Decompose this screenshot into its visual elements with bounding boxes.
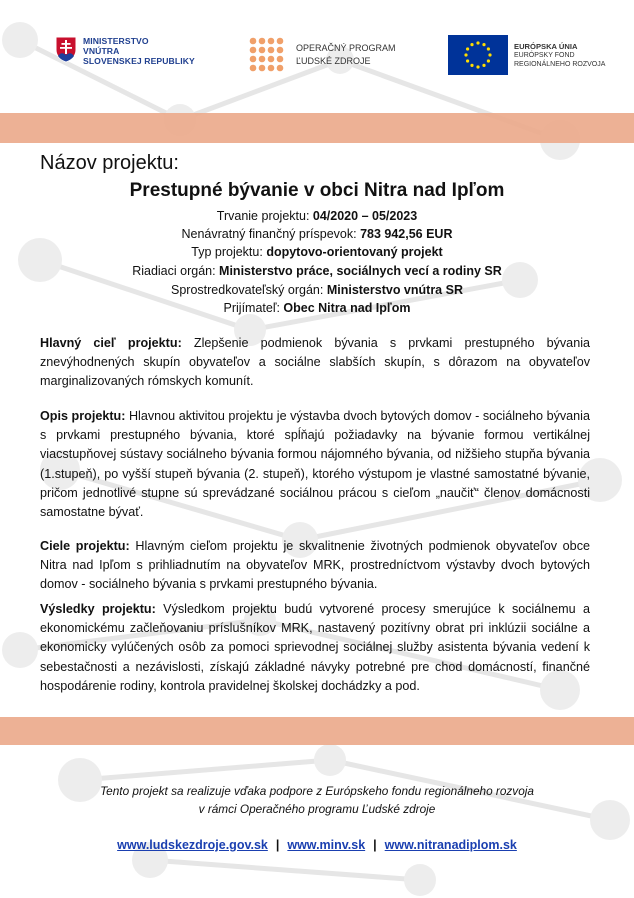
project-label: Názov projektu: (40, 152, 179, 174)
meta-beneficiary: Prijímateľ: Obec Nitra nad Ipľom (223, 301, 411, 315)
bottom-band (0, 717, 634, 745)
link-nitranadiplom[interactable]: www.nitranadiplom.sk (384, 838, 517, 852)
ministry-name-line1: MINISTERSTVO (83, 36, 149, 46)
op-logo (248, 36, 396, 74)
footer-links (0, 838, 634, 852)
section-description: Opis projektu: Hlavnou aktivitou projektu je výstavba dvoch bytových domov - sociálneho bývania s prvkami prestupného bývania, ktoré spĺňajú požiadavky na bývanie formou vertikálnej viacstupňovej sústavy sociálneho bývania formou nájomného bývania, od nižšieho stupňa bývania (1.stupeň), po vyšší stupeň bývania (2. stupeň), ktorého výstupom je vlastné samostatné bývanie, pričom jednotlivé stupne sú sprevádzané sociálnou prácou s cieľom „naučiť“ členov domácnosti samostatne bývať. (40, 409, 590, 520)
project-title: Prestupné bývanie v obci Nitra nad Ipľom (129, 180, 505, 201)
eu-name-line2: EURÓPSKY FOND (514, 51, 575, 59)
meta-grant: Nenávratný finančný príspevok: 783 942,56 EUR (181, 227, 453, 241)
top-band (0, 113, 634, 143)
op-name-line2: ĽUDSKÉ ZDROJE (296, 56, 371, 66)
link-ludskezdroje[interactable]: www.ludskezdroje.gov.sk (117, 838, 268, 852)
ministry-name-line3: SLOVENSKEJ REPUBLIKY (83, 56, 195, 66)
meta-duration: Trvanie projektu: 04/2020 – 05/2023 (216, 209, 418, 223)
funding-note-line2: v rámci Operačného programu Ľudské zdroje (198, 802, 436, 816)
op-name-line1: OPERAČNÝ PROGRAM (296, 43, 396, 53)
meta-managing-authority: Riadiaci orgán: Ministerstvo práce, sociálnych vecí a rodiny SR (132, 264, 502, 278)
section-main-goal: Hlavný cieľ projektu: Zlepšenie podmienok bývania s prvkami prestupného bývania znevýhodnených skupín obyvateľov a sociálne slabších skupín, s dôrazom na obyvateľov marginalizovaných rómskych komunít. (40, 336, 590, 389)
op-dots-icon (248, 36, 286, 74)
link-separator: | (275, 838, 280, 852)
eu-name-line1: EURÓPSKA ÚNIA (514, 41, 578, 51)
funding-note-line1: Tento projekt sa realizuje vďaka podpore z Európskeho fondu regionálneho rozvoja (100, 784, 534, 798)
section-results: Výsledky projektu: Výsledkom projektu budú vytvorené procesy smerujúce k sociálnemu a ekonomickému začleňovaniu príslušníkov MRK, nastavený pozitívny obrat pri inklúzii sociálne a ekonomicky vylúčených osôb za pomoci sprievodnej sociálnej služby asistenta bývania vedení k sebestačnosti a nezávislosti, získajú základné návyky potrebné pre chod domácností, finančné hospodárenie rodiny, kontrola pravidelnej školskej dochádzky a pod. (40, 602, 590, 693)
meta-type: Typ projektu: dopytovo-orientovaný projekt (191, 245, 443, 259)
eu-name-line3: REGIONÁLNEHO ROZVOJA (514, 60, 606, 68)
eu-flag-icon (448, 35, 508, 75)
funding-note (0, 782, 634, 818)
section-objectives: Ciele projektu: Hlavným cieľom projektu je skvalitnenie životných podmienok obyvateľov obce Nitra nad Ipľom s prihliadnutím na obyvateľov MRK, prostredníctvom výstavby dvoch bytových domov - sociálneho bývania s prvkami prestupného bývania. (40, 539, 590, 592)
ministry-logo (55, 36, 195, 66)
eu-logo (448, 35, 605, 75)
ministry-name-line2: VNÚTRA (83, 46, 120, 56)
meta-intermediate-body: Sprostredkovateľský orgán: Ministerstvo vnútra SR (171, 283, 463, 297)
link-separator: | (373, 838, 377, 852)
link-minv[interactable]: www.minv.sk (287, 838, 366, 852)
slovak-coat-of-arms-icon (55, 36, 77, 63)
